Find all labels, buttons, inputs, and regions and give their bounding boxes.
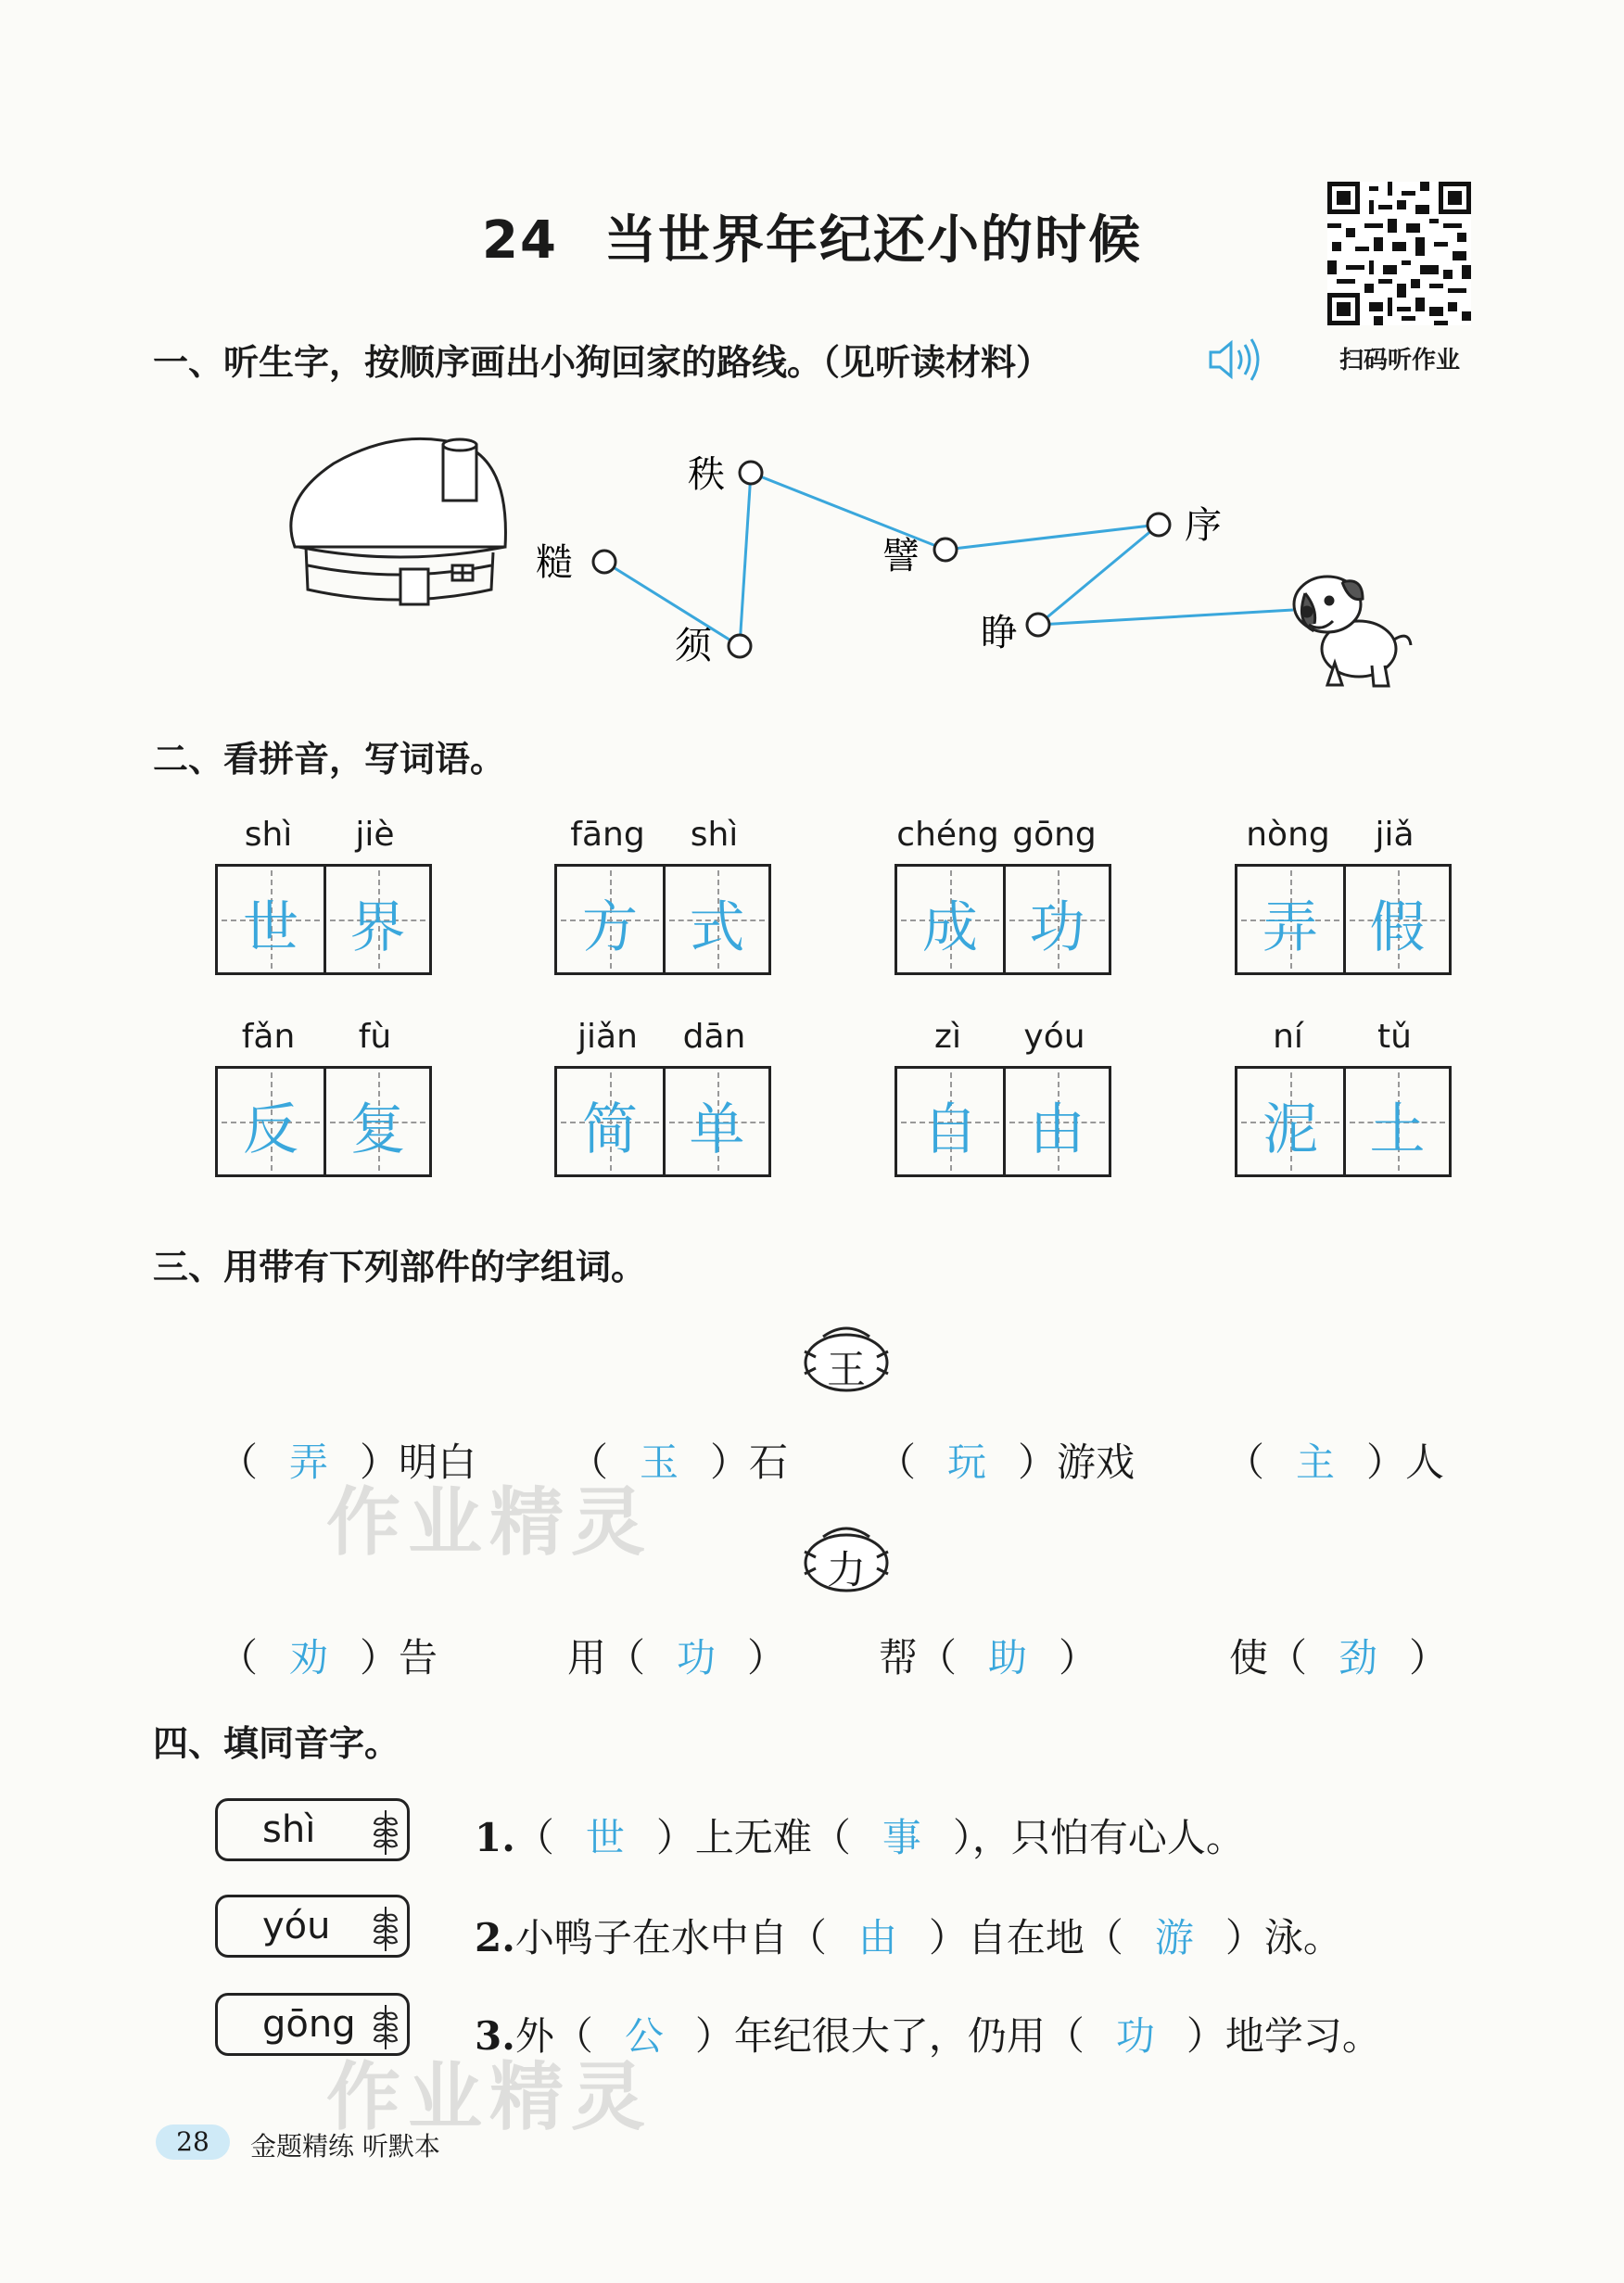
section3-heading: 三、用带有下列部件的字组词。 (153, 1247, 647, 1287)
writing-cell[interactable] (557, 1069, 663, 1174)
answer-char[interactable]: 由 (857, 1915, 897, 1960)
node-label: 序 (1185, 504, 1222, 547)
writing-cell[interactable] (218, 867, 324, 972)
answer-char[interactable]: 劝 (289, 1635, 329, 1681)
pinyin: fāng (570, 816, 645, 854)
answer-char[interactable]: 主 (1296, 1440, 1336, 1485)
sentence (475, 1807, 1245, 1863)
node-circle[interactable] (729, 635, 751, 657)
pinyin: fù (358, 1018, 392, 1056)
watermark: 作业精灵 (326, 1479, 653, 1566)
answer-char[interactable]: 弄 (289, 1440, 329, 1485)
fill-item: 用（ 功 ） (567, 1628, 786, 1683)
answer-char: 界 (349, 895, 406, 960)
answer-char[interactable]: 游 (1154, 1915, 1194, 1960)
sentence-text: ）上无难（ (655, 1815, 851, 1860)
watermark: 作业精灵 (326, 2054, 653, 2140)
answer-char: 土 (1369, 1097, 1426, 1162)
word-suffix: 告 (399, 1635, 438, 1681)
wheat-icon (370, 1903, 401, 1953)
fill-item: （ 弄 ）明白 (219, 1432, 476, 1488)
answer-char: 功 (1029, 895, 1085, 960)
pinyin: fǎn (241, 1018, 296, 1056)
answer-char: 由 (1029, 1097, 1085, 1162)
answer-char[interactable]: 玩 (947, 1440, 987, 1485)
fill-item: 使（ 劲 ） (1229, 1628, 1448, 1683)
tag-pinyin: shì (262, 1808, 316, 1851)
answer-char[interactable]: 公 (624, 2013, 664, 2059)
pinyin: gōng (1012, 816, 1097, 854)
answer-char: 泥 (1262, 1097, 1318, 1162)
page-number: 28 (156, 2124, 230, 2160)
answer-char[interactable]: 功 (1115, 2013, 1155, 2059)
writing-cell[interactable] (1237, 867, 1343, 972)
pinyin: shì (690, 816, 739, 854)
writing-cell[interactable] (218, 1069, 324, 1174)
sentence-text: ）自在地（ (928, 1915, 1123, 1960)
writing-cell[interactable] (324, 1069, 429, 1174)
answer-char: 世 (243, 895, 298, 960)
lesson-title: 当世界年纪还小的时候 (603, 210, 1142, 271)
sentence-text: 小鸭子在水中自（ (514, 1915, 827, 1960)
pinyin: jiè (355, 816, 395, 854)
answer-char: 弄 (1262, 895, 1318, 960)
word-prefix: 用 (567, 1635, 607, 1681)
fill-item: （ 玩 ）游戏 (877, 1432, 1135, 1488)
word-suffix: 游戏 (1057, 1440, 1136, 1485)
sentence-text: 外（ (514, 2013, 593, 2059)
sentence-text: ）泳。 (1224, 1915, 1342, 1960)
writing-cell[interactable] (557, 867, 663, 972)
word-prefix: 帮 (879, 1635, 919, 1681)
node-label: 须 (675, 625, 712, 667)
answer-char: 成 (922, 895, 978, 960)
fill-item: 帮（ 助 ） (879, 1628, 1097, 1683)
section4-heading: 四、填同音字。 (153, 1723, 400, 1764)
writing-cell[interactable] (324, 867, 429, 972)
fill-item: （ 玉 ）石 (569, 1432, 788, 1488)
wheat-icon (370, 1807, 401, 1857)
writing-cell[interactable] (663, 1069, 768, 1174)
answer-char: 单 (689, 1097, 745, 1162)
node-circle[interactable] (934, 539, 957, 561)
word-suffix: 人 (1405, 1440, 1445, 1485)
node-circle[interactable] (1148, 514, 1170, 536)
node-circle[interactable] (1027, 614, 1049, 636)
word-suffix: 明白 (399, 1440, 477, 1485)
word-suffix: 石 (749, 1440, 789, 1485)
writing-cell[interactable] (897, 1069, 1003, 1174)
sentence-text: ），只怕有心人。 (952, 1815, 1245, 1860)
pinyin: dān (682, 1018, 746, 1056)
word-prefix: 使 (1229, 1635, 1269, 1681)
answer-char[interactable]: 劲 (1339, 1635, 1378, 1681)
answer-char[interactable]: 世 (585, 1815, 625, 1860)
pinyin: zì (934, 1018, 961, 1056)
dog-icon (1294, 577, 1411, 686)
answer-char[interactable]: 功 (677, 1635, 717, 1681)
answer-char: 复 (349, 1097, 406, 1162)
pinyin: tǔ (1377, 1018, 1412, 1056)
pinyin-tag (215, 1895, 410, 1958)
answer-char: 反 (243, 1097, 298, 1162)
route-map (0, 408, 1624, 723)
fill-item: （ 主 ）人 (1225, 1432, 1444, 1488)
section2-heading: 二、看拼音，写词语。 (153, 739, 506, 780)
sentence (475, 1908, 1342, 1963)
section1-heading: 一、听生字，按顺序画出小狗回家的路线。（见听读材料） (153, 342, 1052, 383)
answer-char[interactable]: 玉 (640, 1440, 679, 1485)
pinyin: chéng (896, 816, 999, 854)
node-label: 糙 (536, 541, 573, 584)
answer-char: 方 (582, 895, 638, 960)
pinyin: jiǎ (1375, 816, 1415, 854)
writing-cell[interactable] (1237, 1069, 1343, 1174)
writing-cell[interactable] (897, 867, 1003, 972)
node-label: 譬 (882, 535, 920, 577)
node-circle[interactable] (740, 462, 762, 484)
writing-cell[interactable] (1003, 867, 1109, 972)
node-label: 秩 (688, 453, 725, 496)
lesson-number: 24 (482, 210, 558, 271)
tag-pinyin: yóu (262, 1905, 331, 1947)
item-number: 1. (475, 1815, 515, 1860)
house-icon (291, 438, 506, 604)
answer-char: 简 (582, 1097, 638, 1162)
node-label: 睁 (981, 612, 1018, 654)
radical-char: 力 (826, 1547, 866, 1592)
pinyin: ní (1273, 1018, 1303, 1056)
answer-char[interactable]: 事 (882, 1815, 921, 1860)
footer-text: 金题精练 听默本 (250, 2131, 440, 2162)
writing-cell[interactable] (1003, 1069, 1109, 1174)
pinyin: yóu (1023, 1018, 1085, 1056)
pinyin: nòng (1246, 816, 1330, 854)
sentence-text: ）年纪很大了，仍用（ (694, 2013, 1085, 2059)
pinyin-tag (215, 1798, 410, 1861)
qr-code-icon[interactable] (1327, 182, 1471, 325)
answer-char: 假 (1369, 895, 1426, 960)
node-circle[interactable] (593, 551, 615, 573)
answer-char: 式 (689, 895, 745, 960)
qr-caption: 扫码听作业 (1339, 347, 1460, 374)
fill-item: （ 劝 ）告 (219, 1628, 438, 1683)
item-number: 2. (475, 1915, 515, 1960)
speaker-icon[interactable] (1205, 334, 1261, 386)
answer-char: 自 (922, 1097, 978, 1162)
answer-char[interactable]: 助 (988, 1635, 1028, 1681)
sentence-text: （ (514, 1815, 554, 1860)
writing-cell[interactable] (1343, 1069, 1449, 1174)
radical-char: 王 (826, 1347, 866, 1392)
item-number: 3. (475, 2013, 515, 2059)
pinyin: jiǎn (577, 1018, 638, 1056)
writing-cell[interactable] (1343, 867, 1449, 972)
sentence-text: ）地学习。 (1186, 2013, 1381, 2059)
tag-pinyin: gōng (262, 2003, 356, 2046)
writing-cell[interactable] (663, 867, 768, 972)
pinyin: shì (244, 816, 293, 854)
